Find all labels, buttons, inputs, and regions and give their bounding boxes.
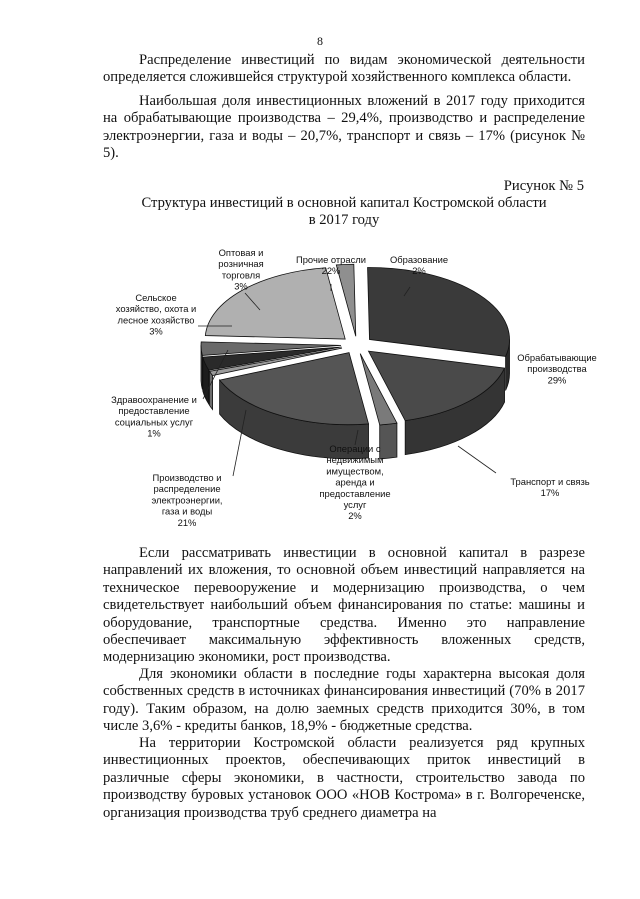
pie-slice-label-line: имуществом, — [326, 465, 384, 477]
pie-slice-label-line: производства — [527, 363, 587, 375]
pie-slice — [368, 268, 510, 357]
pie-slice-label-line: розничная — [218, 258, 264, 270]
pie-slice-label-line: Сельское — [135, 292, 177, 303]
pie-slice-label — [510, 476, 589, 498]
pie-slice-label-line: Образование — [389, 254, 449, 265]
pie-slice-label — [116, 292, 197, 337]
pie-slice-label-line: лесное хозяйство — [117, 314, 195, 326]
pie-slice-label-line: Обрабатывающие — [517, 352, 597, 363]
paragraph-financing: Для экономики области в последние годы характерна высокая доля собственных средств в источниках финансирования инвестиций (70% в 2017 году). Таким образом, на долю заемных средств приходится 30%, в том числе 3,6% - кредиты банков, 18,9% - бюджетные средства. — [103, 666, 585, 735]
pie-slice-label-line: Прочие отрасли — [295, 254, 367, 265]
pie-slice-value: 17% — [540, 487, 560, 499]
paragraph-shares: Наибольшая доля инвестиционных вложений в 2017 году приходится на обрабатывающие производства – 29,4%, производство и распределение электроэнергии, газа и воды – 20,7%, транспорт и связь – 17% (рисунок № 5). — [103, 93, 585, 162]
pie-slice-value: 22% — [321, 265, 341, 277]
page-number: 8 — [317, 34, 323, 48]
pie-slice-label-line: электроэнергии, — [151, 494, 223, 506]
paragraph-projects: На территории Костромской области реализуется ряд крупных инвестиционных проектов, обеспечивающих приток инвестиций в различные сферы экономики, в частности, строительство завода по производству буровых установок ООО «НОВ Кострома» в г. Волгореченске, организация производства труб среднего диаметра на — [103, 735, 585, 821]
pie-slice-label-line: торговля — [221, 269, 261, 281]
figure-title-line1: Структура инвестиций в основной капитал Костромской области — [141, 195, 547, 211]
pie-slice-label — [151, 472, 222, 528]
pie-slice-value: 3% — [234, 280, 248, 292]
pie-slice-label-line: Транспорт и связь — [510, 476, 590, 487]
pie-slice-label-line: социальных услуг — [114, 416, 194, 428]
pie-slice-value: 3% — [149, 325, 163, 337]
pie-slice-label-line: аренда и — [335, 476, 375, 488]
pie-slice-label-line: распределение — [153, 483, 221, 495]
pie-slice-label-line: Здравоохранение и — [111, 394, 197, 405]
pie-slice-value: 2% — [412, 265, 426, 277]
pie-slice-label — [111, 394, 197, 439]
pie-slice-value: 2% — [348, 510, 362, 522]
pie-slice-label — [319, 443, 390, 521]
paragraph-directions: Если рассматривать инвестиции в основной капитал в разрезе направлений их вложения, то основной объем инвестиций направляется на техническое перевооружение и модернизацию производства, о чем свидетельствует наибольший объем финансирования по статье: машины и оборудование, транспортные средства. Именно это направление обеспечивает максимальную эффективность вложенных средств, модернизацию экономики, рост производства. — [103, 545, 585, 666]
pie-slice-label-line: недвижимым — [326, 454, 384, 466]
pie-slice-label-line: хозяйство, охота и — [115, 303, 197, 315]
pie-slice-value: 29% — [547, 374, 567, 386]
pie-slice-label-line: Оптовая и — [218, 247, 264, 258]
figure-title-line2: в 2017 году — [308, 212, 380, 228]
pie-slice-label — [517, 352, 597, 385]
paragraph-intro: Распределение инвестиций по видам экономической деятельности определяется сложившейся структурой хозяйственного комплекса области. — [103, 52, 585, 86]
pie-slice-side — [209, 371, 212, 409]
pie-slice-label-line: предоставление — [319, 487, 391, 499]
pie-leader-line — [458, 446, 496, 473]
pie-slice-value: 1% — [147, 427, 161, 439]
pie-slice-label-line: Производство и — [152, 472, 222, 483]
pie-slice-label-line: предоставление — [118, 405, 190, 417]
figure-label: Рисунок № 5 — [503, 178, 584, 194]
pie-slice-label-line: Операции с — [329, 443, 381, 454]
pie-slice-label-line: услуг — [343, 499, 367, 510]
pie-slice-value: 21% — [177, 516, 197, 528]
pie-slice-label-line: газа и воды — [161, 505, 213, 517]
